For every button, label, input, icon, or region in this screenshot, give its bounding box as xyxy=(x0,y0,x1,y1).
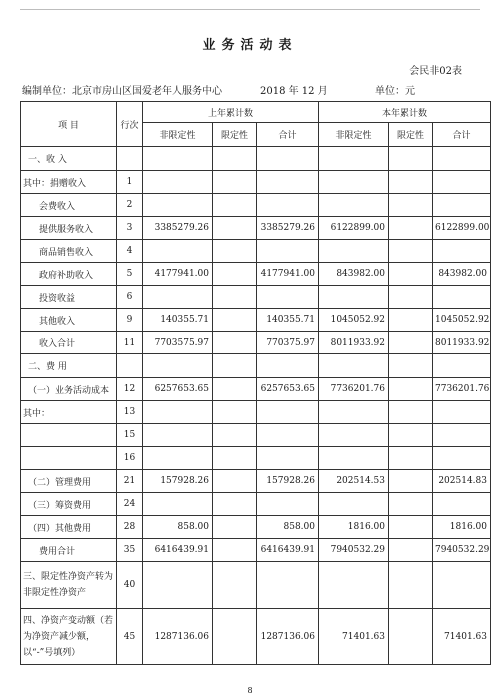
cell-prev-unrestricted: 7703575.97 xyxy=(143,332,213,354)
cell-curr-restricted xyxy=(389,447,433,470)
cell-prev-unrestricted: 4177941.00 xyxy=(143,263,213,286)
cell-prev-restricted xyxy=(213,217,257,240)
row-label: 政府补助收入 xyxy=(21,263,117,286)
cell-prev-restricted xyxy=(213,263,257,286)
row-seq xyxy=(117,147,143,171)
cell-prev-total: 3385279.26 xyxy=(257,217,319,240)
cell-prev-restricted xyxy=(213,332,257,354)
cell-curr-restricted xyxy=(389,171,433,194)
table-row xyxy=(21,516,491,539)
cell-curr-unrestricted: 1045052.92 xyxy=(319,309,389,332)
row-label: 收入合计 xyxy=(21,332,117,354)
cell-curr-total xyxy=(433,424,491,447)
header-prev-year: 上年累计数 xyxy=(143,102,319,123)
cell-prev-total: 1287136.06 xyxy=(257,609,319,665)
cell-prev-total xyxy=(257,354,319,378)
cell-curr-total: 1045052.92 xyxy=(433,309,491,332)
cell-prev-total xyxy=(257,147,319,171)
table-row xyxy=(21,171,491,194)
row-label: 一、收 入 xyxy=(21,147,117,171)
row-label: 商品销售收入 xyxy=(21,240,117,263)
table-row xyxy=(21,263,491,286)
row-label xyxy=(21,447,117,470)
cell-curr-total xyxy=(433,493,491,516)
cell-curr-restricted xyxy=(389,354,433,378)
cell-prev-total xyxy=(257,401,319,424)
header-prev-total: 合计 xyxy=(257,123,319,147)
row-seq: 13 xyxy=(117,401,143,424)
cell-prev-restricted xyxy=(213,609,257,665)
cell-prev-restricted xyxy=(213,562,257,609)
cell-prev-restricted xyxy=(213,240,257,263)
cell-prev-total: 770375.97 xyxy=(257,332,319,354)
table-row xyxy=(21,493,491,516)
row-seq xyxy=(117,354,143,378)
row-seq: 2 xyxy=(117,194,143,217)
cell-curr-restricted xyxy=(389,470,433,493)
cell-curr-total: 202514.83 xyxy=(433,470,491,493)
row-label: 其中：捐赠收入 xyxy=(21,171,117,194)
table-row xyxy=(21,470,491,493)
cell-curr-total xyxy=(433,447,491,470)
row-label: （四）其他费用 xyxy=(21,516,117,539)
cell-curr-restricted xyxy=(389,401,433,424)
cell-curr-restricted xyxy=(389,309,433,332)
cell-prev-unrestricted: 6257653.65 xyxy=(143,378,213,401)
row-seq: 9 xyxy=(117,309,143,332)
cell-curr-restricted xyxy=(389,332,433,354)
table-row xyxy=(21,217,491,240)
page-number: 8 xyxy=(247,686,253,695)
cell-curr-total: 71401.63 xyxy=(433,609,491,665)
table-row xyxy=(21,147,491,171)
cell-curr-unrestricted xyxy=(319,240,389,263)
cell-prev-total: 6416439.91 xyxy=(257,539,319,562)
cell-prev-unrestricted xyxy=(143,240,213,263)
table-row xyxy=(21,332,491,354)
cell-prev-restricted xyxy=(213,354,257,378)
cell-prev-unrestricted xyxy=(143,562,213,609)
cell-curr-restricted xyxy=(389,147,433,171)
cell-curr-unrestricted: 71401.63 xyxy=(319,609,389,665)
cell-curr-total xyxy=(433,240,491,263)
cell-curr-restricted xyxy=(389,424,433,447)
cell-curr-unrestricted xyxy=(319,171,389,194)
cell-prev-restricted xyxy=(213,493,257,516)
row-label: 其中： xyxy=(21,401,117,424)
table-row xyxy=(21,609,491,665)
cell-prev-unrestricted xyxy=(143,447,213,470)
cell-curr-total: 843982.00 xyxy=(433,263,491,286)
cell-prev-total: 157928.26 xyxy=(257,470,319,493)
cell-prev-unrestricted xyxy=(143,171,213,194)
cell-prev-total xyxy=(257,493,319,516)
form-code: 会民非02表 xyxy=(409,66,462,77)
row-label: 三、限定性净资产转为非限定性净资产 xyxy=(21,562,117,609)
report-date: 2018 年 12 月 xyxy=(260,86,328,97)
header-curr-unrestricted: 非限定性 xyxy=(319,123,389,147)
cell-curr-unrestricted: 1816.00 xyxy=(319,516,389,539)
cell-prev-restricted xyxy=(213,424,257,447)
cell-curr-unrestricted xyxy=(319,354,389,378)
cell-curr-restricted xyxy=(389,286,433,309)
row-label xyxy=(21,424,117,447)
cell-prev-total xyxy=(257,240,319,263)
cell-prev-restricted xyxy=(213,194,257,217)
cell-prev-total xyxy=(257,562,319,609)
cell-curr-restricted xyxy=(389,493,433,516)
row-seq: 45 xyxy=(117,609,143,665)
row-label: （一）业务活动成本 xyxy=(21,378,117,401)
row-seq: 1 xyxy=(117,171,143,194)
cell-curr-total: 1816.00 xyxy=(433,516,491,539)
cell-curr-unrestricted xyxy=(319,147,389,171)
row-seq: 15 xyxy=(117,424,143,447)
cell-curr-unrestricted xyxy=(319,286,389,309)
cell-curr-unrestricted: 6122899.00 xyxy=(319,217,389,240)
cell-curr-unrestricted xyxy=(319,401,389,424)
row-seq: 6 xyxy=(117,286,143,309)
cell-curr-unrestricted: 8011933.92 xyxy=(319,332,389,354)
cell-prev-restricted xyxy=(213,470,257,493)
table-row xyxy=(21,378,491,401)
cell-prev-unrestricted xyxy=(143,401,213,424)
cell-curr-restricted xyxy=(389,240,433,263)
table-row xyxy=(21,194,491,217)
cell-curr-unrestricted xyxy=(319,562,389,609)
cell-curr-total: 6122899.00 xyxy=(433,217,491,240)
row-seq: 5 xyxy=(117,263,143,286)
header-seq: 行次 xyxy=(117,102,143,147)
table-body xyxy=(21,147,491,665)
table-row xyxy=(21,401,491,424)
cell-prev-unrestricted: 3385279.26 xyxy=(143,217,213,240)
cell-curr-unrestricted xyxy=(319,493,389,516)
header-prev-restricted: 限定性 xyxy=(213,123,257,147)
cell-prev-total xyxy=(257,171,319,194)
row-seq: 16 xyxy=(117,447,143,470)
row-seq: 28 xyxy=(117,516,143,539)
cell-curr-unrestricted: 843982.00 xyxy=(319,263,389,286)
cell-prev-total: 4177941.00 xyxy=(257,263,319,286)
cell-curr-unrestricted: 202514.53 xyxy=(319,470,389,493)
cell-curr-total xyxy=(433,354,491,378)
cell-prev-restricted xyxy=(213,147,257,171)
cell-curr-total xyxy=(433,562,491,609)
cell-prev-unrestricted xyxy=(143,286,213,309)
row-seq: 24 xyxy=(117,493,143,516)
cell-prev-restricted xyxy=(213,447,257,470)
activity-table xyxy=(20,101,491,665)
cell-curr-unrestricted xyxy=(319,194,389,217)
cell-curr-total: 7736201.76 xyxy=(433,378,491,401)
cell-curr-total xyxy=(433,147,491,171)
cell-prev-unrestricted xyxy=(143,424,213,447)
cell-curr-total xyxy=(433,194,491,217)
header-item: 项 目 xyxy=(21,102,117,147)
row-seq: 21 xyxy=(117,470,143,493)
cell-curr-unrestricted xyxy=(319,424,389,447)
row-label: 二、费 用 xyxy=(21,354,117,378)
header-curr-year: 本年累计数 xyxy=(319,102,491,123)
table-row xyxy=(21,286,491,309)
row-label: 会费收入 xyxy=(21,194,117,217)
cell-curr-total: 8011933.92 xyxy=(433,332,491,354)
cell-prev-restricted xyxy=(213,378,257,401)
row-label: 投资收益 xyxy=(21,286,117,309)
cell-prev-total xyxy=(257,424,319,447)
cell-curr-restricted xyxy=(389,194,433,217)
table-row xyxy=(21,424,491,447)
cell-curr-total: 7940532.29 xyxy=(433,539,491,562)
cell-curr-restricted xyxy=(389,562,433,609)
cell-prev-unrestricted xyxy=(143,194,213,217)
cell-curr-restricted xyxy=(389,516,433,539)
cell-curr-restricted xyxy=(389,378,433,401)
cell-prev-total xyxy=(257,447,319,470)
cell-prev-total xyxy=(257,286,319,309)
cell-curr-restricted xyxy=(389,217,433,240)
row-label: （二）管理费用 xyxy=(21,470,117,493)
row-seq: 11 xyxy=(117,332,143,354)
row-label: 提供服务收入 xyxy=(21,217,117,240)
cell-prev-restricted xyxy=(213,309,257,332)
cell-curr-restricted xyxy=(389,539,433,562)
cell-prev-unrestricted: 1287136.06 xyxy=(143,609,213,665)
top-rule xyxy=(20,9,480,10)
cell-curr-unrestricted xyxy=(319,447,389,470)
cell-prev-unrestricted: 157928.26 xyxy=(143,470,213,493)
table-row xyxy=(21,539,491,562)
row-seq: 40 xyxy=(117,562,143,609)
header-prev-unrestricted: 非限定性 xyxy=(143,123,213,147)
cell-prev-total: 6257653.65 xyxy=(257,378,319,401)
header-curr-total: 合计 xyxy=(433,123,491,147)
cell-prev-total: 140355.71 xyxy=(257,309,319,332)
currency-unit: 单位：元 xyxy=(375,86,415,97)
row-seq: 3 xyxy=(117,217,143,240)
page-title: 业务活动表 xyxy=(202,38,298,53)
cell-prev-unrestricted xyxy=(143,493,213,516)
organization-label: 编制单位：北京市房山区国爱老年人服务中心 xyxy=(22,86,222,97)
cell-prev-unrestricted xyxy=(143,147,213,171)
cell-prev-total: 858.00 xyxy=(257,516,319,539)
cell-curr-total xyxy=(433,171,491,194)
row-label: （三）筹资费用 xyxy=(21,493,117,516)
table-row xyxy=(21,447,491,470)
cell-prev-restricted xyxy=(213,539,257,562)
cell-prev-restricted xyxy=(213,401,257,424)
row-label: 其他收入 xyxy=(21,309,117,332)
row-seq: 12 xyxy=(117,378,143,401)
cell-prev-unrestricted xyxy=(143,354,213,378)
row-label: 费用合计 xyxy=(21,539,117,562)
cell-curr-unrestricted: 7940532.29 xyxy=(319,539,389,562)
cell-prev-unrestricted: 858.00 xyxy=(143,516,213,539)
header-curr-restricted: 限定性 xyxy=(389,123,433,147)
cell-prev-restricted xyxy=(213,286,257,309)
row-label: 四、净资产变动额（若为净资产减少额，以“-”号填列） xyxy=(21,609,117,665)
cell-prev-total xyxy=(257,194,319,217)
row-seq: 4 xyxy=(117,240,143,263)
table-row xyxy=(21,309,491,332)
cell-curr-total xyxy=(433,401,491,424)
cell-curr-unrestricted: 7736201.76 xyxy=(319,378,389,401)
table-row xyxy=(21,562,491,609)
table-row xyxy=(21,354,491,378)
cell-curr-restricted xyxy=(389,609,433,665)
cell-curr-total xyxy=(433,286,491,309)
cell-prev-restricted xyxy=(213,171,257,194)
cell-prev-restricted xyxy=(213,516,257,539)
row-seq: 35 xyxy=(117,539,143,562)
table-row xyxy=(21,240,491,263)
cell-curr-restricted xyxy=(389,263,433,286)
cell-prev-unrestricted: 140355.71 xyxy=(143,309,213,332)
cell-prev-unrestricted: 6416439.91 xyxy=(143,539,213,562)
